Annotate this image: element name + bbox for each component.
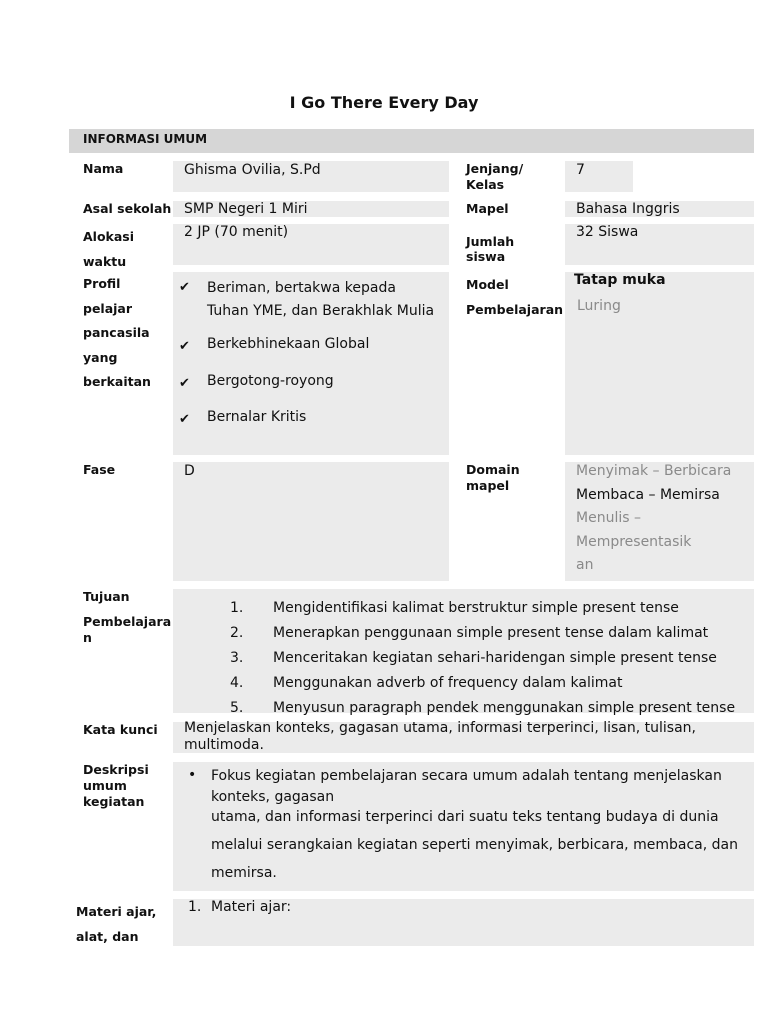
jenjang-field	[565, 161, 633, 192]
alokasi-label: Alokasi waktu	[83, 229, 135, 269]
mapel-field	[565, 201, 754, 217]
tujuan-item: 2. Menerapkan penggunaan simple present tense dalam kalimat	[230, 625, 709, 641]
domain-field	[565, 462, 754, 581]
deskripsi-field	[173, 762, 754, 891]
model-label: Model Pembelajaran	[466, 277, 564, 317]
asal-sekolah-label: Asal sekolah	[83, 201, 172, 216]
mapel-value: Bahasa Inggris	[576, 201, 680, 217]
tujuan-item: 3. Menceritakan kegiatan sehari-haridengan simple present tense	[230, 650, 717, 666]
mapel-label: Mapel	[466, 201, 509, 216]
domain-label: Domain mapel	[466, 462, 520, 493]
jumlah-siswa-label: Jumlah siswa	[466, 234, 515, 264]
bullet-icon: •	[188, 767, 197, 783]
tujuan-field	[173, 589, 754, 716]
tujuan-label: Tujuan Pembelajara n	[83, 589, 172, 645]
tujuan-item: 1. Mengidentifikasi kalimat berstruktur simple present tense	[230, 600, 679, 616]
check-icon: ✔	[179, 412, 190, 427]
materi-label: Materi ajar, alat, dan	[76, 904, 157, 944]
asal-sekolah-field	[173, 201, 449, 217]
domain-item: an	[576, 557, 594, 573]
model-value: Tatap muka	[574, 272, 666, 288]
section-header-bar	[69, 129, 754, 153]
model-field	[565, 272, 754, 455]
domain-item: Mempresentasik	[576, 533, 692, 550]
jenjang-label: Jenjang/ Kelas	[466, 161, 524, 192]
kata-kunci-field	[173, 722, 754, 753]
deskripsi-line: Fokus kegiatan pembelajaran secara umum adalah tentang menjelaskan	[211, 768, 722, 784]
nama-label: Nama	[83, 161, 124, 176]
kata-kunci-label: Kata kunci	[83, 722, 158, 737]
jumlah-siswa-field	[565, 224, 754, 265]
jenjang-value: 7	[576, 162, 585, 178]
check-icon: ✔	[179, 339, 190, 354]
check-icon: ✔	[179, 280, 190, 295]
profil-label: Profil pelajar pancasila yang berkaitan	[83, 276, 151, 389]
alokasi-field	[173, 224, 449, 265]
materi-value: Materi ajar:	[211, 899, 292, 915]
nama-field	[173, 161, 449, 192]
fase-label: Fase	[83, 462, 116, 477]
domain-item: Menulis –	[576, 510, 641, 526]
deskripsi-line: melalui serangkaian kegiatan seperti menyimak, berbicara, membaca, dan	[211, 837, 738, 853]
deskripsi-label: Deskripsi umum kegiatan	[83, 762, 149, 809]
tujuan-item: 5. Menyusun paragraph pendek menggunakan simple present tense	[230, 700, 736, 716]
asal-sekolah-value: SMP Negeri 1 Miri	[184, 201, 308, 217]
kata-kunci-line: multimoda.	[184, 737, 264, 753]
fase-field	[173, 462, 449, 581]
deskripsi-line: memirsa.	[211, 865, 277, 881]
domain-item: Membaca – Memirsa	[576, 486, 720, 503]
alokasi-value: 2 JP (70 menit)	[184, 224, 289, 240]
model-sub: Luring	[577, 298, 621, 314]
check-icon: ✔	[179, 376, 190, 391]
materi-field	[173, 899, 754, 946]
jumlah-siswa-value: 32 Siswa	[576, 224, 639, 240]
deskripsi-line: utama, dan informasi terperinci dari suatu teks tentang budaya di dunia	[211, 809, 719, 825]
domain-item: Menyimak – Berbicara	[576, 463, 732, 479]
profil-field: ✔ Beriman, bertakwa kepada Tuhan YME, dan Berakhlak Mulia ✔ Berkebhinekaan Global ✔ Bergotong-royong ✔ Bernalar Kritis	[173, 272, 449, 455]
fase-value: D	[184, 463, 195, 479]
section-header-label: INFORMASI UMUM	[83, 132, 208, 146]
deskripsi-line: konteks, gagasan	[211, 789, 335, 805]
nama-value: Ghisma Ovilia, S.Pd	[184, 162, 321, 178]
kata-kunci-line: Menjelaskan konteks, gagasan utama, informasi terperinci, lisan, tulisan,	[184, 720, 696, 736]
page-title: I Go There Every Day	[289, 93, 479, 112]
tujuan-item: 4. Menggunakan adverb of frequency dalam kalimat	[230, 675, 623, 691]
materi-num: 1.	[188, 899, 202, 915]
